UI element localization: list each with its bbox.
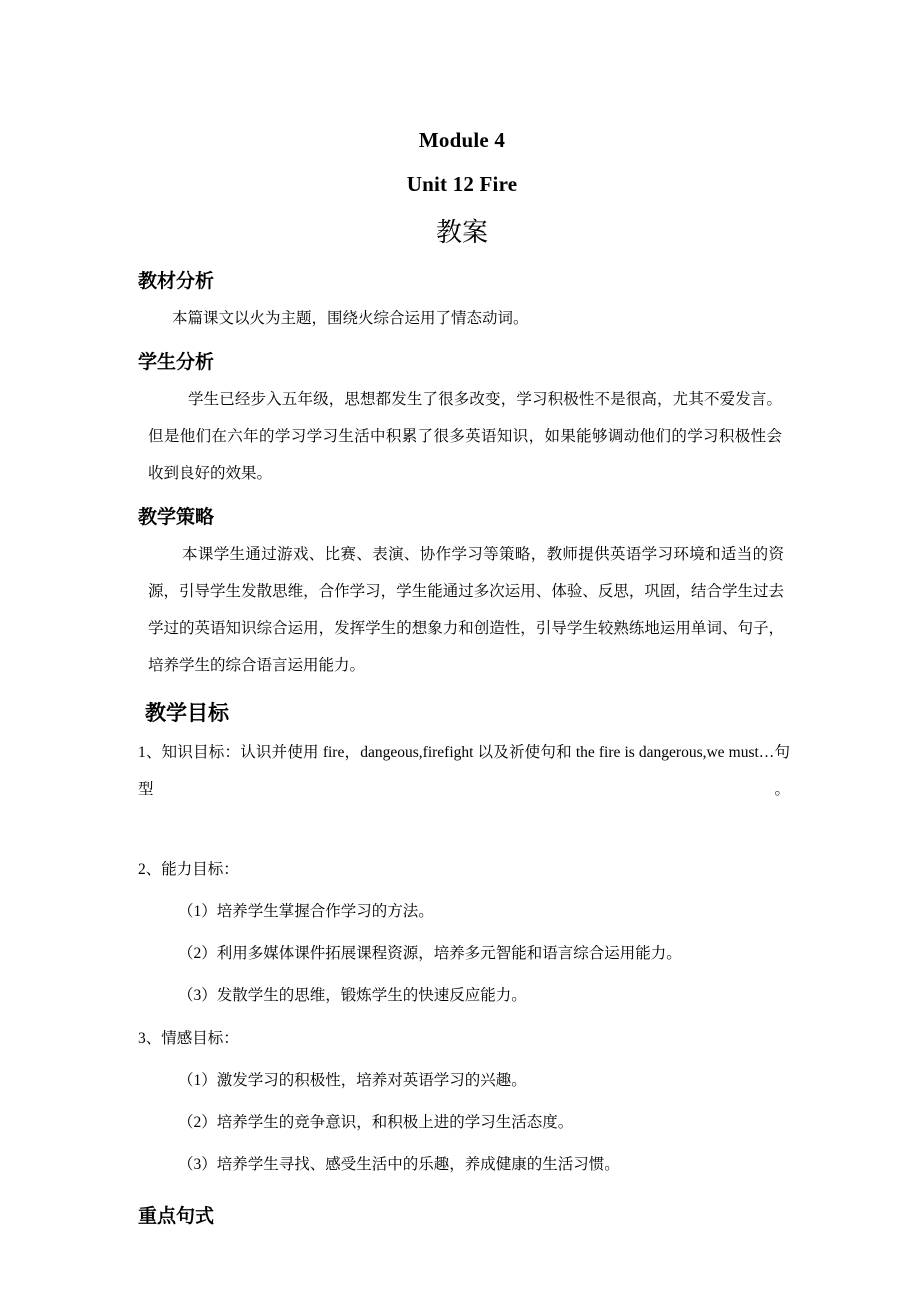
section-heading-teaching-strategy: 教学策略 — [138, 506, 215, 528]
document-title-cn: 教案 — [435, 218, 488, 248]
section-paragraph-teaching-strategy: 本课学生通过游戏、比赛、表演、协作学习等策略，教师提供英语学习环境和适当的资源，引导学生发散思维，合作学习，学生能通过多次运用、体验、反思，巩固，结合学生过去学过的英语知识综合运用，发挥学生的想象力和创造性，引导学生较熟练地运用单词、句子，培养学生的综合语言运用能力。 — [148, 546, 784, 674]
section-paragraph-student-analysis: 学生已经步入五年级，思想都发生了很多改变，学习积极性不是很高，尤其不爱发言。但是他们在六年的学习学习生活中积累了很多英语知识，如果能够调动他们的学习积极性会收到良好的效果。 — [148, 391, 782, 482]
goal-subitem-emotion-2: （2）培养学生的竞争意识，和积极上进的学习生活态度。 — [178, 1114, 574, 1131]
section-heading-textbook-analysis: 教材分析 — [138, 270, 215, 292]
document-title-line-2: Unit 12 Fire — [406, 172, 518, 196]
goal-item-knowledge: 1、知识目标：认识并使用 fire，dangeous,firefight 以及祈使句和 the fire is dangerous,we must…句型。 — [138, 744, 790, 798]
goal-subitem-ability-1: （1）培养学生掌握合作学习的方法。 — [178, 903, 434, 920]
goal-item-emotion: 3、情感目标： — [138, 1030, 239, 1047]
section-heading-student-analysis: 学生分析 — [138, 351, 215, 373]
goal-subitem-emotion-1: （1）激发学习的积极性，培养对英语学习的兴趣。 — [178, 1072, 527, 1089]
goal-subitem-ability-3: （3）发散学生的思维，锻炼学生的快速反应能力。 — [178, 987, 527, 1004]
section-heading-teaching-goals: 教学目标 — [145, 701, 229, 725]
goal-item-ability: 2、能力目标： — [138, 861, 239, 878]
section-heading-key-sentence-patterns: 重点句式 — [138, 1205, 215, 1227]
goal-subitem-emotion-3: （3）培养学生寻找、感受生活中的乐趣，养成健康的生活习惯。 — [178, 1156, 620, 1173]
section-paragraph-textbook-analysis: 本篇课文以火为主题，围绕火综合运用了情态动词。 — [172, 310, 529, 327]
document-title-line-1: Module 4 — [418, 128, 506, 152]
goal-subitem-ability-2: （2）利用多媒体课件拓展课程资源，培养多元智能和语言综合运用能力。 — [178, 945, 682, 962]
title-block — [138, 0, 786, 256]
document-content — [138, 0, 790, 1235]
